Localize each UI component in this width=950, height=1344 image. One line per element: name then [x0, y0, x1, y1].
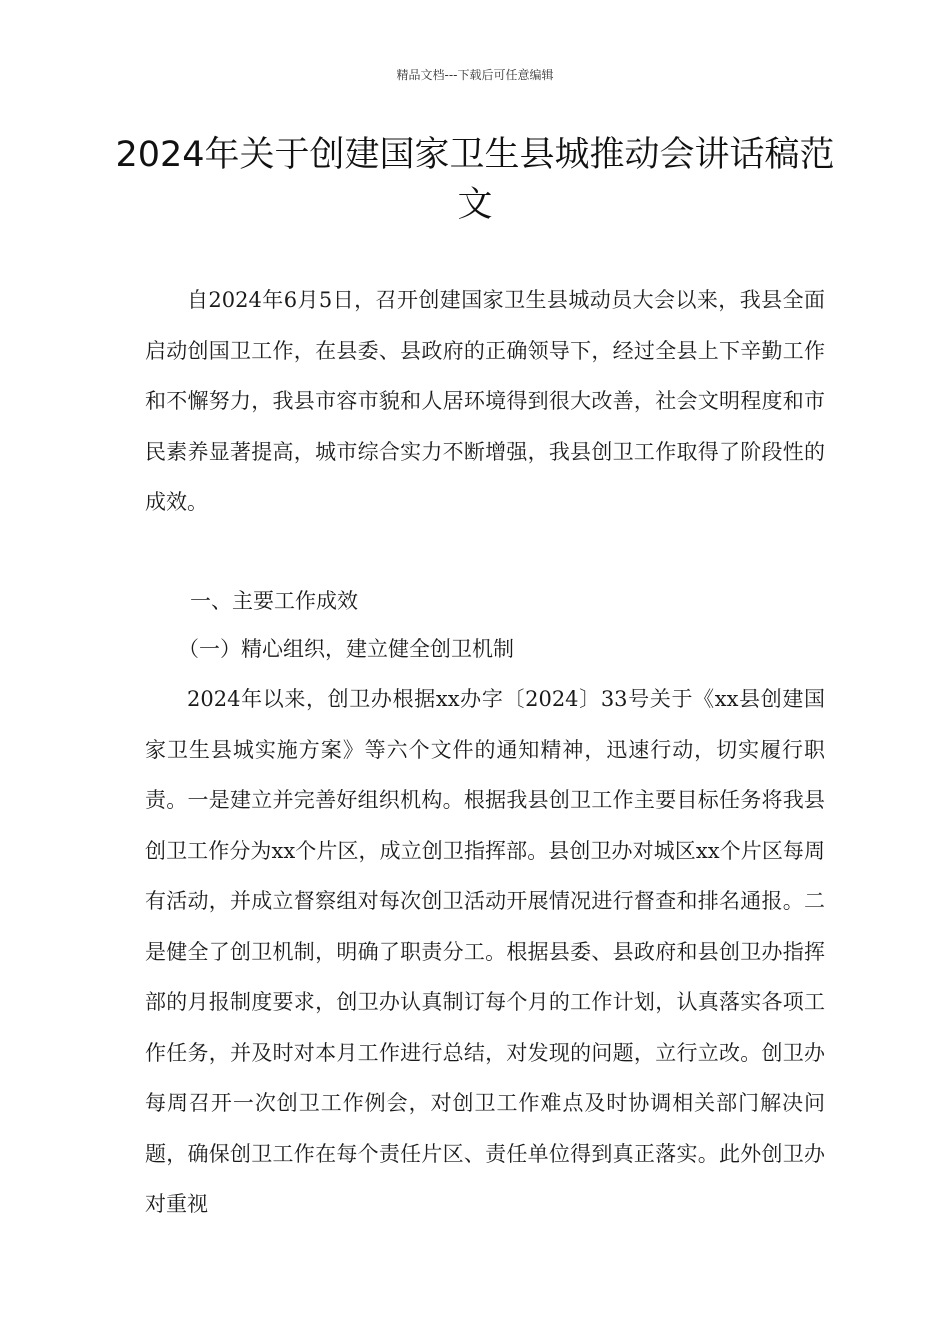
section-heading: 一、主要工作成效 — [190, 589, 358, 613]
document-title: 2024年关于创建国家卫生县城推动会讲话稿范文 — [115, 135, 835, 225]
intro-section — [145, 275, 825, 528]
intro-paragraph: 自2024年6月5日，召开创建国家卫生县城动员大会以来，我县全面启动创国卫工作，在县委、县政府的正确领导下，经过全县上下辛勤工作和不懈努力，我县市容市貌和人居环境得到很大改善，社会文明程度和市民素养显著提高，城市综合实力不断增强，我县创卫工作取得了阶段性的成效。 — [145, 288, 825, 514]
section-body — [145, 674, 825, 1230]
header-note: 精品文档---下载后可任意编辑 — [396, 68, 554, 82]
section-paragraph: 2024年以来，创卫办根据xx办字〔2024〕33号关于《xx县创建国家卫生县城实施方案》等六个文件的通知精神，迅速行动，切实履行职责。一是建立并完善好组织机构。根据我县创卫工作主要目标任务将我县创卫工作分为xx个片区，成立创卫指挥部。县创卫办对城区xx个片区每周有活动，并成立督察组对每次创卫活动开展情况进行督查和排名通报。二是健全了创卫机制，明确了职责分工。根据县委、县政府和县创卫办指挥部的月报制度要求，创卫办认真制订每个月的工作计划，认真落实各项工作任务，并及时对本月工作进行总结，对发现的问题，立行立改。创卫办每周召开一次创卫工作例会，对创卫工作难点及时协调相关部门解决问题，确保创卫工作在每个责任片区、责任单位得到真正落实。此外创卫办对重视 — [145, 687, 825, 1216]
subsection-heading: （一）精心组织，建立健全创卫机制 — [178, 637, 514, 661]
